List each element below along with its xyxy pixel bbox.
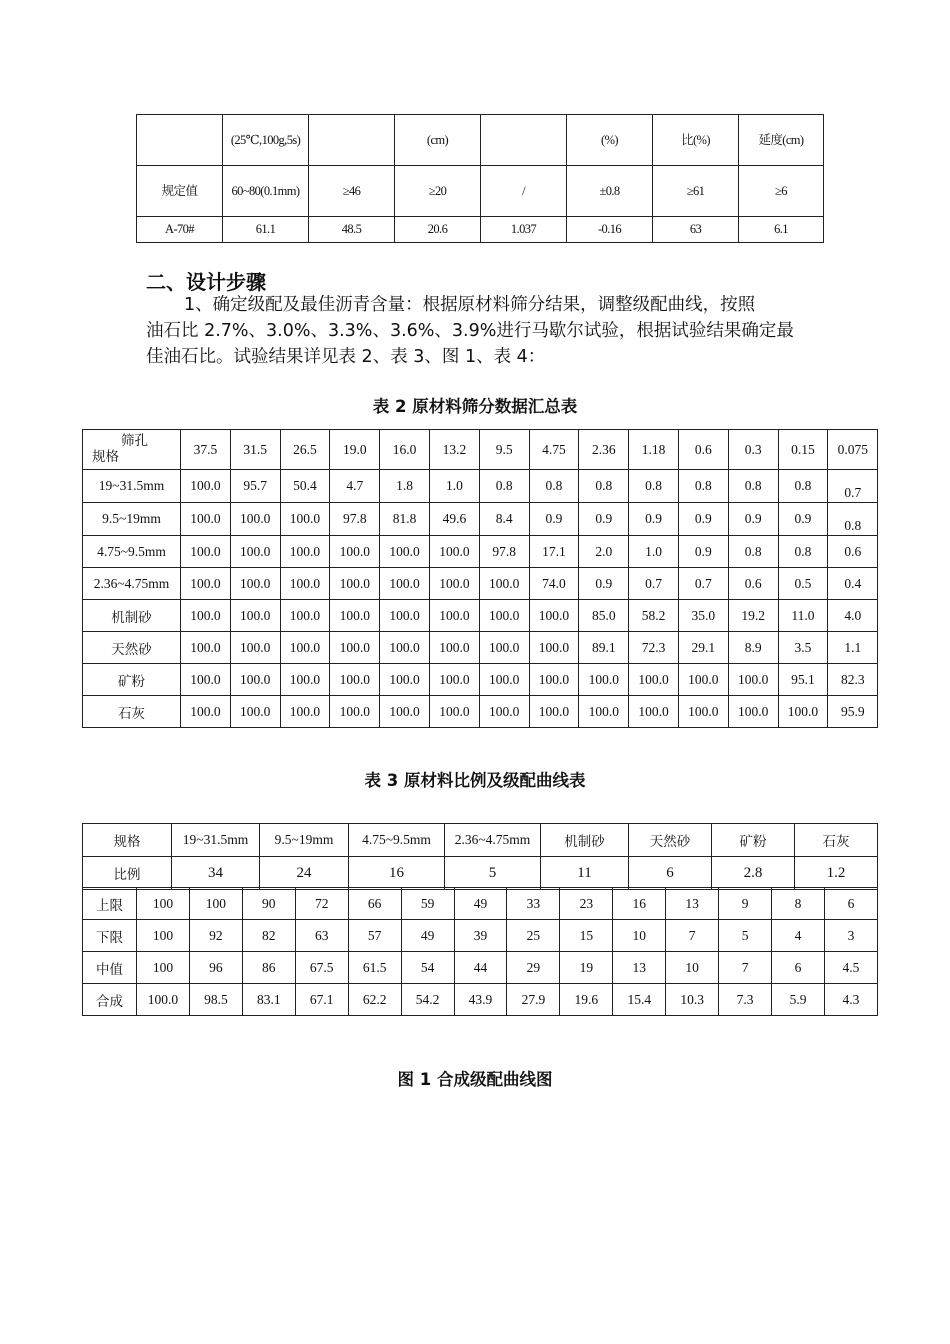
- gradation-value-cell: 43.9: [454, 984, 507, 1016]
- passing-value-cell: 0.8: [529, 470, 579, 503]
- passing-value-cell: 100.0: [181, 632, 231, 664]
- gradation-value-cell: 9: [719, 888, 772, 920]
- row-label-cell: 比例: [83, 857, 172, 890]
- gradation-value-cell: 54.2: [401, 984, 454, 1016]
- ratio-value-cell: 2.8: [712, 857, 795, 890]
- passing-value-cell: 100.0: [479, 632, 529, 664]
- gradation-value-cell: 83.1: [242, 984, 295, 1016]
- gradation-value-cell: 49: [454, 888, 507, 920]
- passing-value-cell: 95.9: [828, 696, 878, 728]
- sieve-size-cell: 16.0: [380, 430, 430, 470]
- gradation-value-cell: 63: [295, 920, 348, 952]
- ratio-value-cell: 6: [629, 857, 712, 890]
- sieve-size-cell: 0.075: [828, 430, 878, 470]
- passing-value-cell: 100.0: [529, 632, 579, 664]
- table-cell: 20.6: [395, 217, 481, 243]
- passing-value-cell: 100.0: [380, 632, 430, 664]
- passing-value-cell: 95.7: [230, 470, 280, 503]
- passing-value-cell: 0.5: [778, 568, 828, 600]
- material-name-cell: 19~31.5mm: [83, 470, 181, 503]
- sieve-size-cell: 9.5: [479, 430, 529, 470]
- gradation-limits-table: [82, 887, 878, 1016]
- passing-value-cell: 4.7: [330, 470, 380, 503]
- passing-value-cell: 0.8: [728, 536, 778, 568]
- passing-value-cell: 100.0: [181, 470, 231, 503]
- passing-value-cell: 50.4: [280, 470, 330, 503]
- passing-value-cell: 1.8: [380, 470, 430, 503]
- gradation-row: [83, 952, 878, 984]
- passing-value-cell: 100.0: [629, 696, 679, 728]
- passing-value-cell: 0.9: [728, 503, 778, 536]
- passing-value-cell: 0.8: [778, 470, 828, 503]
- passing-value-cell: 97.8: [479, 536, 529, 568]
- passing-value-cell: 0.9: [778, 503, 828, 536]
- table-cell: 规定值: [137, 166, 223, 217]
- passing-value-cell: 100.0: [181, 696, 231, 728]
- sieve-data-row: [83, 503, 878, 536]
- material-name-cell: 矿粉: [83, 664, 181, 696]
- table-cell: 6.1: [739, 217, 824, 243]
- passing-value-cell: 100.0: [230, 536, 280, 568]
- asphalt-header-row: [137, 115, 824, 166]
- table-cell: [481, 115, 567, 166]
- passing-value-cell: 0.8: [828, 503, 878, 536]
- gradation-value-cell: 4.5: [824, 952, 877, 984]
- passing-value-cell: 100.0: [280, 503, 330, 536]
- passing-value-cell: 0.9: [579, 568, 629, 600]
- sieve-data-row: [83, 536, 878, 568]
- material-name-cell: 机制砂: [83, 600, 181, 632]
- sieve-size-cell: 13.2: [429, 430, 479, 470]
- corner-bottom-label: 规格: [92, 449, 119, 464]
- passing-value-cell: 100.0: [280, 696, 330, 728]
- gradation-value-cell: 10.3: [666, 984, 719, 1016]
- passing-value-cell: 0.7: [629, 568, 679, 600]
- ratio-value-cell: 1.2: [795, 857, 878, 890]
- material-name-cell: 9.5~19mm: [260, 824, 349, 857]
- material-ratio-table: [82, 823, 878, 890]
- gradation-value-cell: 13: [613, 952, 666, 984]
- passing-value-cell: 1.0: [629, 536, 679, 568]
- ratio-value-cell: 34: [172, 857, 260, 890]
- passing-value-cell: 100.0: [429, 600, 479, 632]
- sieve-size-cell: 19.0: [330, 430, 380, 470]
- gradation-value-cell: 23: [560, 888, 613, 920]
- gradation-value-cell: 25: [507, 920, 560, 952]
- passing-value-cell: 100.0: [380, 568, 430, 600]
- sieve-size-cell: 2.36: [579, 430, 629, 470]
- gradation-value-cell: 39: [454, 920, 507, 952]
- gradation-value-cell: 16: [613, 888, 666, 920]
- gradation-value-cell: 10: [613, 920, 666, 952]
- passing-value-cell: 0.9: [629, 503, 679, 536]
- table-cell: 63: [653, 217, 739, 243]
- sieve-data-row: [83, 600, 878, 632]
- passing-value-cell: 100.0: [479, 696, 529, 728]
- passing-value-cell: 100.0: [280, 600, 330, 632]
- sieve-data-row: [83, 696, 878, 728]
- passing-value-cell: 100.0: [330, 632, 380, 664]
- ratio-value-cell: 11: [541, 857, 629, 890]
- table-cell: 48.5: [309, 217, 395, 243]
- passing-value-cell: 100.0: [380, 536, 430, 568]
- gradation-value-cell: 7.3: [719, 984, 772, 1016]
- passing-value-cell: 100.0: [778, 696, 828, 728]
- gradation-value-cell: 96: [189, 952, 242, 984]
- gradation-value-cell: 100: [137, 920, 190, 952]
- gradation-value-cell: 33: [507, 888, 560, 920]
- passing-value-cell: 2.0: [579, 536, 629, 568]
- passing-value-cell: 100.0: [230, 600, 280, 632]
- passing-value-cell: 17.1: [529, 536, 579, 568]
- gradation-value-cell: 13: [666, 888, 719, 920]
- passing-value-cell: 100.0: [181, 600, 231, 632]
- passing-value-cell: 100.0: [280, 664, 330, 696]
- corner-header-cell: [83, 430, 181, 470]
- sieve-size-cell: 0.15: [778, 430, 828, 470]
- passing-value-cell: 49.6: [429, 503, 479, 536]
- table2-caption: 表 2 原材料筛分数据汇总表: [372, 397, 578, 416]
- passing-value-cell: 100.0: [728, 696, 778, 728]
- passing-value-cell: 0.8: [728, 470, 778, 503]
- table-cell: (cm): [395, 115, 481, 166]
- passing-value-cell: 0.8: [479, 470, 529, 503]
- table-cell: ≥20: [395, 166, 481, 217]
- table-cell: (%): [567, 115, 653, 166]
- row-label-cell: 规格: [83, 824, 172, 857]
- gradation-value-cell: 6: [772, 952, 825, 984]
- table3-caption: 表 3 原材料比例及级配曲线表: [364, 771, 586, 790]
- passing-value-cell: 100.0: [728, 664, 778, 696]
- passing-value-cell: 100.0: [181, 664, 231, 696]
- gradation-value-cell: 92: [189, 920, 242, 952]
- gradation-value-cell: 3: [824, 920, 877, 952]
- paragraph-line: 油石比 2.7%、3.0%、3.3%、3.6%、3.9%进行马歇尔试验，根据试验结果确定最: [146, 321, 794, 341]
- passing-value-cell: 0.6: [828, 536, 878, 568]
- gradation-value-cell: 100: [189, 888, 242, 920]
- row-label-cell: 合成: [83, 984, 137, 1016]
- passing-value-cell: 0.4: [828, 568, 878, 600]
- table-cell: (25℃,100g,5s): [223, 115, 309, 166]
- material-name-cell: 2.36~4.75mm: [445, 824, 541, 857]
- passing-value-cell: 100.0: [529, 696, 579, 728]
- table-cell: ±0.8: [567, 166, 653, 217]
- gradation-row: [83, 984, 878, 1016]
- passing-value-cell: 0.9: [529, 503, 579, 536]
- gradation-row: [83, 920, 878, 952]
- passing-value-cell: 100.0: [280, 536, 330, 568]
- row-label-cell: 下限: [83, 920, 137, 952]
- passing-value-cell: 3.5: [778, 632, 828, 664]
- passing-value-cell: 0.7: [828, 470, 878, 503]
- gradation-row: [83, 888, 878, 920]
- gradation-value-cell: 29: [507, 952, 560, 984]
- passing-value-cell: 100.0: [330, 600, 380, 632]
- passing-value-cell: 100.0: [230, 664, 280, 696]
- passing-value-cell: 100.0: [529, 600, 579, 632]
- section-heading: 二、设计步骤: [146, 270, 266, 294]
- table-cell: 61.1: [223, 217, 309, 243]
- passing-value-cell: 100.0: [429, 568, 479, 600]
- sieve-header-row: [83, 430, 878, 470]
- gradation-value-cell: 6: [824, 888, 877, 920]
- gradation-value-cell: 4: [772, 920, 825, 952]
- material-name-cell: 2.36~4.75mm: [83, 568, 181, 600]
- passing-value-cell: 0.8: [778, 536, 828, 568]
- ratio-value-cell: 16: [349, 857, 445, 890]
- sieve-size-cell: 31.5: [230, 430, 280, 470]
- table-cell: 比(%): [653, 115, 739, 166]
- sieve-size-cell: 0.6: [678, 430, 728, 470]
- gradation-value-cell: 7: [666, 920, 719, 952]
- material-name-cell: 机制砂: [541, 824, 629, 857]
- material-name-cell: 石灰: [83, 696, 181, 728]
- asphalt-properties-table: [136, 114, 824, 243]
- sieve-size-cell: 1.18: [629, 430, 679, 470]
- gradation-value-cell: 67.5: [295, 952, 348, 984]
- table-cell: [137, 115, 223, 166]
- material-ratio-row: [83, 857, 878, 890]
- passing-value-cell: 100.0: [181, 568, 231, 600]
- material-name-cell: 4.75~9.5mm: [349, 824, 445, 857]
- table-cell: ≥46: [309, 166, 395, 217]
- sieve-size-cell: 37.5: [181, 430, 231, 470]
- passing-value-cell: 35.0: [678, 600, 728, 632]
- passing-value-cell: 100.0: [230, 503, 280, 536]
- table-cell: 延度(cm): [739, 115, 824, 166]
- gradation-value-cell: 15.4: [613, 984, 666, 1016]
- asphalt-sample-row: [137, 217, 824, 243]
- passing-value-cell: 100.0: [579, 696, 629, 728]
- passing-value-cell: 100.0: [230, 696, 280, 728]
- passing-value-cell: 4.0: [828, 600, 878, 632]
- passing-value-cell: 29.1: [678, 632, 728, 664]
- sieve-data-row: [83, 664, 878, 696]
- passing-value-cell: 100.0: [280, 632, 330, 664]
- passing-value-cell: 100.0: [230, 632, 280, 664]
- gradation-value-cell: 62.2: [348, 984, 401, 1016]
- material-name-cell: 9.5~19mm: [83, 503, 181, 536]
- section-paragraph: [146, 292, 818, 370]
- table-cell: ≥61: [653, 166, 739, 217]
- ratio-value-cell: 24: [260, 857, 349, 890]
- gradation-value-cell: 5.9: [772, 984, 825, 1016]
- passing-value-cell: 85.0: [579, 600, 629, 632]
- gradation-value-cell: 54: [401, 952, 454, 984]
- passing-value-cell: 100.0: [629, 664, 679, 696]
- ratio-value-cell: 5: [445, 857, 541, 890]
- passing-value-cell: 19.2: [728, 600, 778, 632]
- passing-value-cell: 89.1: [579, 632, 629, 664]
- material-name-cell: 天然砂: [629, 824, 712, 857]
- material-name-cell: 矿粉: [712, 824, 795, 857]
- gradation-value-cell: 86: [242, 952, 295, 984]
- passing-value-cell: 100.0: [429, 632, 479, 664]
- row-label-cell: 中值: [83, 952, 137, 984]
- passing-value-cell: 100.0: [479, 664, 529, 696]
- passing-value-cell: 1.0: [429, 470, 479, 503]
- passing-value-cell: 0.9: [579, 503, 629, 536]
- material-name-cell: 19~31.5mm: [172, 824, 260, 857]
- sieve-data-row: [83, 632, 878, 664]
- gradation-value-cell: 82: [242, 920, 295, 952]
- passing-value-cell: 100.0: [678, 696, 728, 728]
- passing-value-cell: 100.0: [579, 664, 629, 696]
- table-cell: /: [481, 166, 567, 217]
- passing-value-cell: 8.9: [728, 632, 778, 664]
- passing-value-cell: 100.0: [330, 536, 380, 568]
- passing-value-cell: 100.0: [429, 696, 479, 728]
- passing-value-cell: 81.8: [380, 503, 430, 536]
- passing-value-cell: 100.0: [479, 600, 529, 632]
- passing-value-cell: 100.0: [678, 664, 728, 696]
- gradation-value-cell: 5: [719, 920, 772, 952]
- paragraph-line: 1、确定级配及最佳沥青含量：根据原材料筛分结果，调整级配曲线，按照: [184, 295, 756, 315]
- passing-value-cell: 0.8: [629, 470, 679, 503]
- sieve-size-cell: 4.75: [529, 430, 579, 470]
- passing-value-cell: 0.8: [678, 470, 728, 503]
- passing-value-cell: 100.0: [479, 568, 529, 600]
- gradation-value-cell: 100: [137, 952, 190, 984]
- passing-value-cell: 100.0: [330, 696, 380, 728]
- gradation-value-cell: 100.0: [137, 984, 190, 1016]
- table-cell: -0.16: [567, 217, 653, 243]
- table-cell: A-70#: [137, 217, 223, 243]
- paragraph-line: 佳油石比。试验结果详见表 2、表 3、图 1、表 4：: [146, 347, 546, 367]
- passing-value-cell: 72.3: [629, 632, 679, 664]
- gradation-value-cell: 19.6: [560, 984, 613, 1016]
- passing-value-cell: 0.6: [728, 568, 778, 600]
- gradation-value-cell: 90: [242, 888, 295, 920]
- passing-value-cell: 100.0: [380, 664, 430, 696]
- gradation-value-cell: 61.5: [348, 952, 401, 984]
- gradation-value-cell: 72: [295, 888, 348, 920]
- passing-value-cell: 11.0: [778, 600, 828, 632]
- gradation-value-cell: 66: [348, 888, 401, 920]
- sieve-data-row: [83, 568, 878, 600]
- sieve-size-cell: 26.5: [280, 430, 330, 470]
- gradation-value-cell: 57: [348, 920, 401, 952]
- gradation-value-cell: 19: [560, 952, 613, 984]
- sieve-data-row: [83, 470, 878, 503]
- material-name-cell: 石灰: [795, 824, 878, 857]
- figure1-caption: 图 1 合成级配曲线图: [397, 1070, 553, 1089]
- gradation-value-cell: 44: [454, 952, 507, 984]
- passing-value-cell: 100.0: [529, 664, 579, 696]
- passing-value-cell: 58.2: [629, 600, 679, 632]
- passing-value-cell: 100.0: [380, 600, 430, 632]
- passing-value-cell: 95.1: [778, 664, 828, 696]
- passing-value-cell: 100.0: [429, 664, 479, 696]
- passing-value-cell: 100.0: [230, 568, 280, 600]
- table-cell: 1.037: [481, 217, 567, 243]
- sieve-analysis-table: [82, 429, 878, 728]
- gradation-value-cell: 67.1: [295, 984, 348, 1016]
- passing-value-cell: 100.0: [181, 536, 231, 568]
- passing-value-cell: 0.9: [678, 503, 728, 536]
- passing-value-cell: 74.0: [529, 568, 579, 600]
- material-name-cell: 天然砂: [83, 632, 181, 664]
- passing-value-cell: 100.0: [330, 664, 380, 696]
- gradation-value-cell: 100: [137, 888, 190, 920]
- gradation-value-cell: 8: [772, 888, 825, 920]
- material-spec-row: [83, 824, 878, 857]
- passing-value-cell: 8.4: [479, 503, 529, 536]
- row-label-cell: 上限: [83, 888, 137, 920]
- gradation-value-cell: 59: [401, 888, 454, 920]
- passing-value-cell: 100.0: [280, 568, 330, 600]
- gradation-value-cell: 15: [560, 920, 613, 952]
- gradation-value-cell: 4.3: [824, 984, 877, 1016]
- gradation-value-cell: 10: [666, 952, 719, 984]
- corner-top-label: 筛孔: [121, 433, 148, 448]
- passing-value-cell: 82.3: [828, 664, 878, 696]
- gradation-value-cell: 98.5: [189, 984, 242, 1016]
- passing-value-cell: 100.0: [429, 536, 479, 568]
- asphalt-spec-row: [137, 166, 824, 217]
- table-cell: 60~80(0.1mm): [223, 166, 309, 217]
- passing-value-cell: 0.8: [579, 470, 629, 503]
- gradation-value-cell: 7: [719, 952, 772, 984]
- passing-value-cell: 0.7: [678, 568, 728, 600]
- passing-value-cell: 1.1: [828, 632, 878, 664]
- gradation-value-cell: 27.9: [507, 984, 560, 1016]
- material-name-cell: 4.75~9.5mm: [83, 536, 181, 568]
- gradation-value-cell: 49: [401, 920, 454, 952]
- passing-value-cell: 97.8: [330, 503, 380, 536]
- passing-value-cell: 100.0: [181, 503, 231, 536]
- table-cell: ≥6: [739, 166, 824, 217]
- sieve-size-cell: 0.3: [728, 430, 778, 470]
- table-cell: [309, 115, 395, 166]
- passing-value-cell: 100.0: [380, 696, 430, 728]
- passing-value-cell: 100.0: [330, 568, 380, 600]
- passing-value-cell: 0.9: [678, 536, 728, 568]
